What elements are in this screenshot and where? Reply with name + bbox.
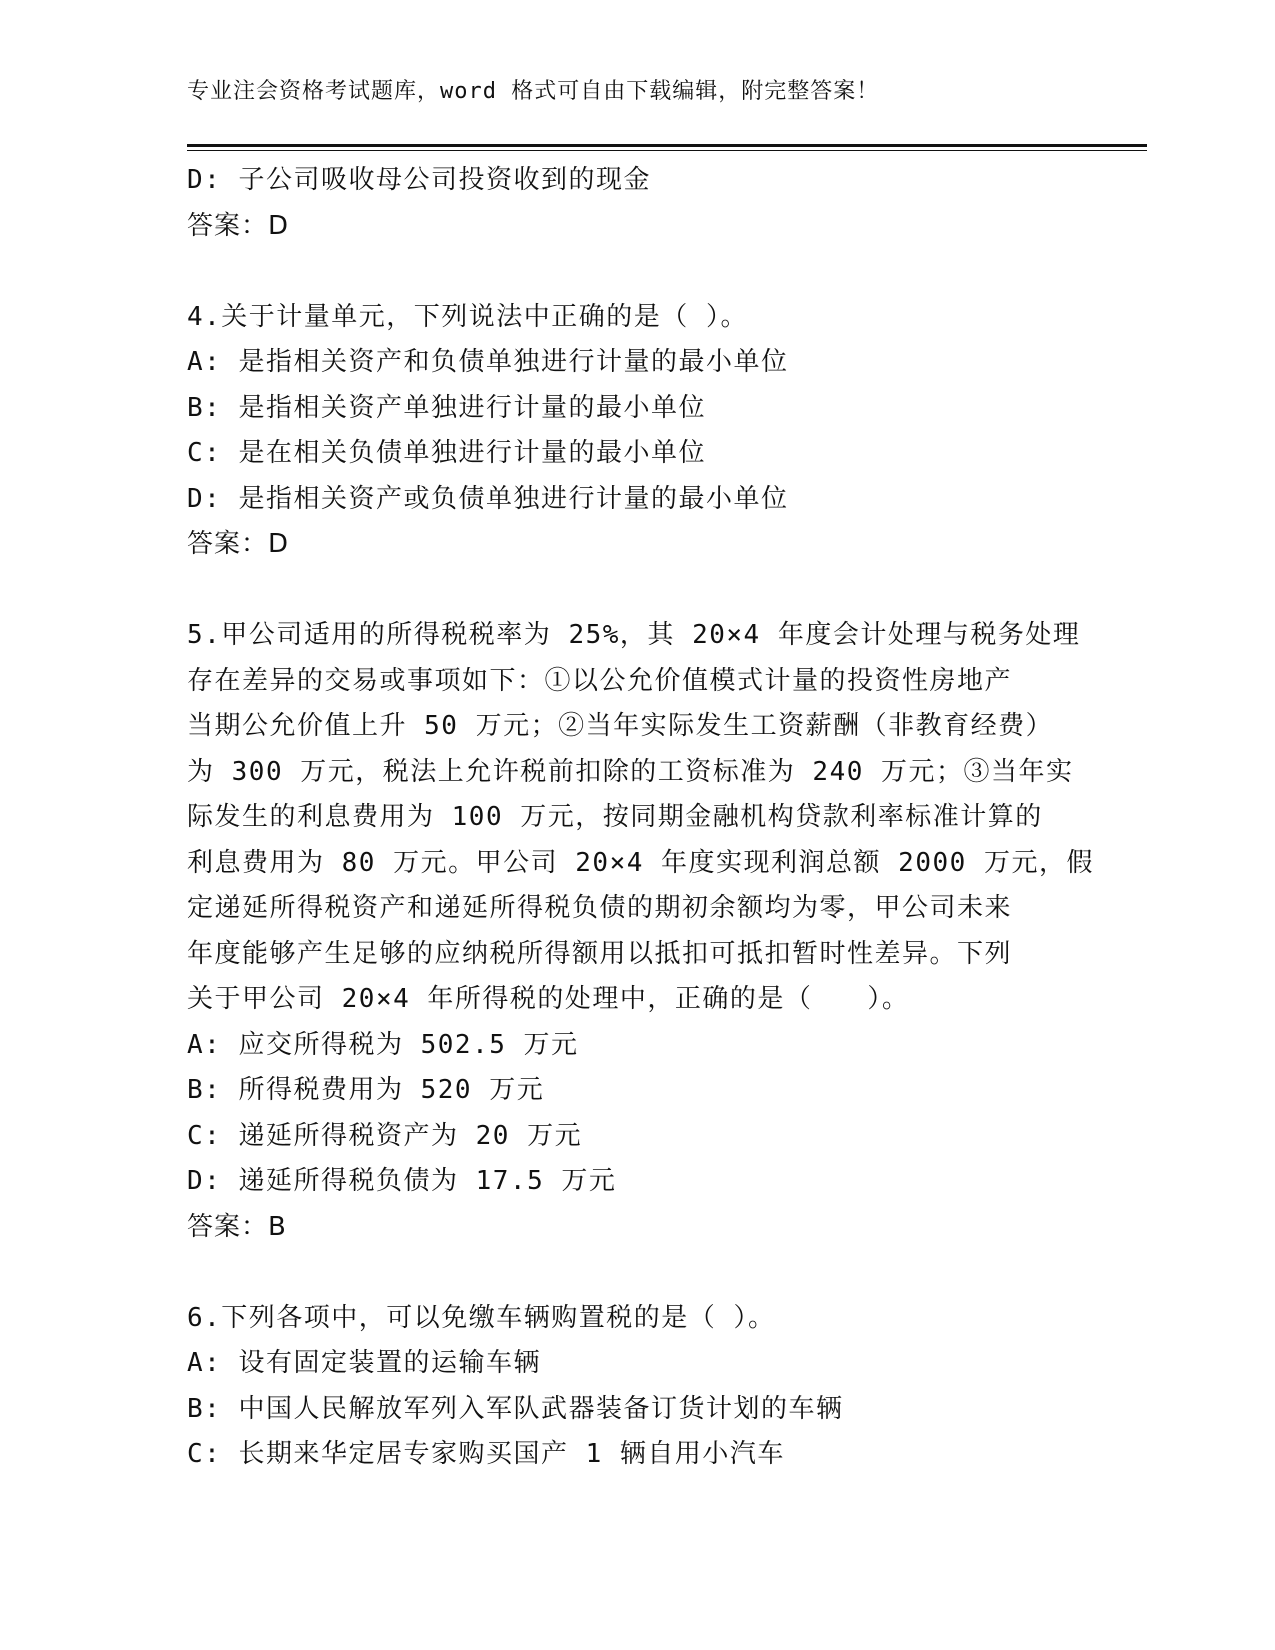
- q5-stem-line-4: 为 300 万元，税法上允许税前扣除的工资标准为 240 万元；③当年实: [187, 756, 1074, 787]
- question-list: [187, 158, 1094, 1478]
- spacer: [187, 249, 1087, 295]
- q4-option-a: A: 是指相关资产和负债单独进行计量的最小单位: [187, 347, 789, 377]
- page-header: 专业注会资格考试题库，word 格式可自由下载编辑，附完整答案！: [187, 79, 880, 104]
- q5-stem-line-8: 年度能够产生足够的应纳税所得额用以抵扣可抵扣暂时性差异。下列: [187, 938, 1013, 969]
- header-rule-thick: [187, 144, 1147, 147]
- q6-option-a: A: 设有固定装置的运输车辆: [187, 1348, 541, 1378]
- q4-option-d: D: 是指相关资产或负债单独进行计量的最小单位: [187, 483, 789, 514]
- header-rule-thin: [187, 150, 1147, 151]
- q6-stem: 6.下列各项中，可以免缴车辆购置税的是（ ）。: [187, 1302, 776, 1333]
- q5-stem-line-3: 当期公允价值上升 50 万元；②当年实际发生工资薪酬（非教育经费）: [187, 711, 1054, 741]
- q5-stem-line-9: 关于甲公司 20×4 年所得税的处理中，正确的是（ ）。: [187, 984, 910, 1014]
- q4-stem: 4.关于计量单元，下列说法中正确的是（ ）。: [187, 301, 748, 332]
- q5-stem-line-1: 5.甲公司适用的所得税税率为 25%，其 20×4 年度会计处理与税务处理: [187, 620, 1081, 650]
- q4-answer: 答案：D: [187, 529, 290, 559]
- q6-option-b: B: 中国人民解放军列入军队武器装备订货计划的车辆: [187, 1393, 844, 1424]
- q5-option-a: A: 应交所得税为 502.5 万元: [187, 1029, 579, 1060]
- q5-stem-line-7: 定递延所得税资产和递延所得税负债的期初余额均为零，甲公司未来: [187, 893, 1013, 923]
- spacer: [187, 1250, 1087, 1296]
- q5-stem-line-2: 存在差异的交易或事项如下：①以公允价值模式计量的投资性房地产: [187, 665, 1013, 696]
- spacer: [187, 568, 1087, 614]
- q6-option-c: C: 长期来华定居专家购买国产 1 辆自用小汽车: [187, 1439, 785, 1469]
- q5-option-b: B: 所得税费用为 520 万元: [187, 1075, 545, 1105]
- q5-option-c: C: 递延所得税资产为 20 万元: [187, 1120, 583, 1151]
- q5-answer: 答案：B: [187, 1211, 287, 1242]
- q3-option-d: D: 子公司吸收母公司投资收到的现金: [187, 165, 651, 195]
- q5-stem-line-6: 利息费用为 80 万元。甲公司 20×4 年度实现利润总额 2000 万元，假: [187, 847, 1094, 878]
- q5-option-d: D: 递延所得税负债为 17.5 万元: [187, 1166, 617, 1196]
- q3-answer: 答案：D: [187, 210, 290, 241]
- q5-stem-line-5: 际发生的利息费用为 100 万元，按同期金融机构贷款利率标准计算的: [187, 802, 1043, 832]
- q4-option-c: C: 是在相关负债单独进行计量的最小单位: [187, 438, 706, 468]
- q4-option-b: B: 是指相关资产单独进行计量的最小单位: [187, 392, 706, 423]
